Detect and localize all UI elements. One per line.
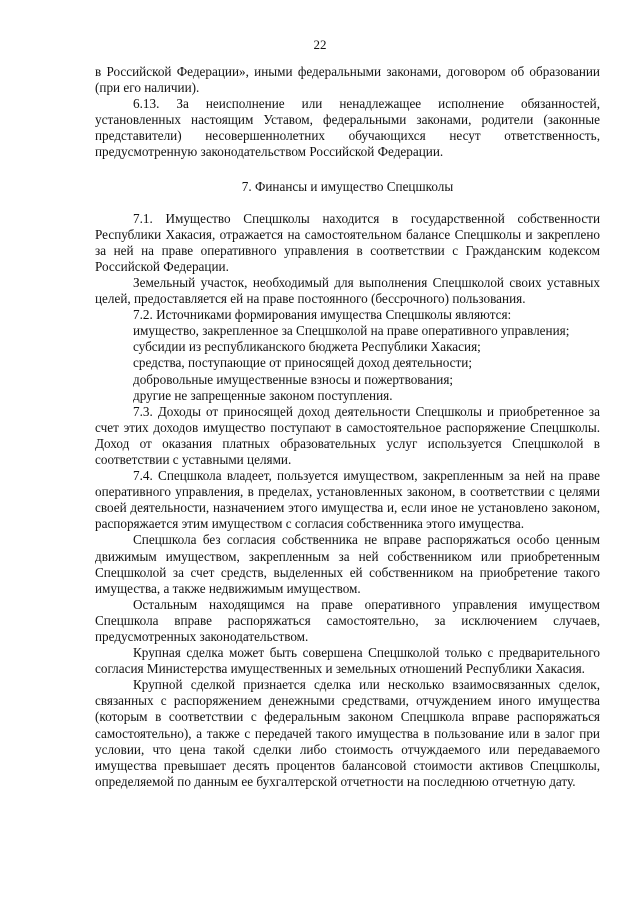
paragraph-7-1: 7.1. Имущество Спецшколы находится в государственной собственности Республики Хакасия, отражается на самостоятельном балансе Спецшколы и закреплено за ней на праве оперативного управления в соответствии с Гражданским кодексом Российской Федерации. (95, 210, 600, 274)
paragraph-owner-consent: Спецшкола без согласия собственника не вправе распоряжаться особо ценным движимым имуществом, закрепленным за ней собственником или приобретенным Спецшколой за счет средств, выделенных ей собственником на приобретение такого имущества, а также недвижимым имуществом. (95, 532, 600, 596)
paragraph-other-property: Остальным находящимся на праве оперативного управления имуществом Спецшкола вправе распоряжаться самостоятельно, за исключением случаев, предусмотренных законодательством. (95, 596, 600, 644)
list-item: имущество, закрепленное за Спецшколой на праве оперативного управления; (133, 323, 570, 339)
paragraph-7-3: 7.3. Доходы от приносящей доход деятельности Спецшколы и приобретенное за счет этих доходов имущество поступают в самостоятельное распоряжение Спецшколы. Доход от оказания платных образовательных услуг используется Спецшколой в соответствии с уставными целями. (95, 403, 600, 467)
document-body (95, 64, 600, 790)
list-item: субсидии из республиканского бюджета Республики Хакасия; (133, 339, 481, 355)
paragraph-major-deal-definition: Крупной сделкой признается сделка или несколько взаимосвязанных сделок, связанных с распоряжением денежными средствами, отчуждением иного имущества (которым в соответствии с федеральным законом Спецшкола вправе распоряжаться самостоятельно), а также с передачей такого имущества в пользование или в залог при условии, что цена такой сделки либо стоимость отчуждаемого или передаваемого имущества превышает десять процентов балансовой стоимости активов Спецшколы, определяемой по данным ее бухгалтерской отчетности на последнюю отчетную дату. (95, 677, 600, 789)
list-item: средства, поступающие от приносящей доход деятельности; (133, 355, 472, 371)
list-item: другие не запрещенные законом поступления. (133, 387, 393, 403)
paragraph-land-plot: Земельный участок, необходимый для выполнения Спецшколой своих уставных целей, предоставляется ей на праве постоянного (бессрочного) пользования. (95, 274, 600, 307)
paragraph-6-13: 6.13. За неисполнение или ненадлежащее исполнение обязанностей, установленных настоящим Уставом, федеральными законами, родители (законные представители) несовершеннолетних обучающихся несут ответственность, предусмотренную законодательством Российской Федерации. (95, 96, 600, 160)
paragraph-continuation: в Российской Федерации», иными федеральными законами, договором об образовании (при его наличии). (95, 64, 600, 96)
section-title: 7. Финансы и имущество Спецшколы (241, 178, 454, 194)
list-item: добровольные имущественные взносы и пожертвования; (133, 371, 454, 387)
paragraph-major-deal: Крупная сделка может быть совершена Спецшколой только с предварительного согласия Министерства имущественных и земельных отношений Республики Хакасия. (95, 645, 600, 677)
paragraph-7-4: 7.4. Спецшкола владеет, пользуется имуществом, закрепленным за ней на праве оперативного управления, в пределах, установленных законом, в соответствии с целями своей деятельности, назначением этого имущества и, если иное не установлено законом, распоряжается этим имуществом с согласия собственника этого имущества. (95, 468, 600, 532)
page-number: 22 (313, 37, 327, 52)
paragraph-7-2: 7.2. Источниками формирования имущества Спецшколы являются: (133, 307, 512, 323)
